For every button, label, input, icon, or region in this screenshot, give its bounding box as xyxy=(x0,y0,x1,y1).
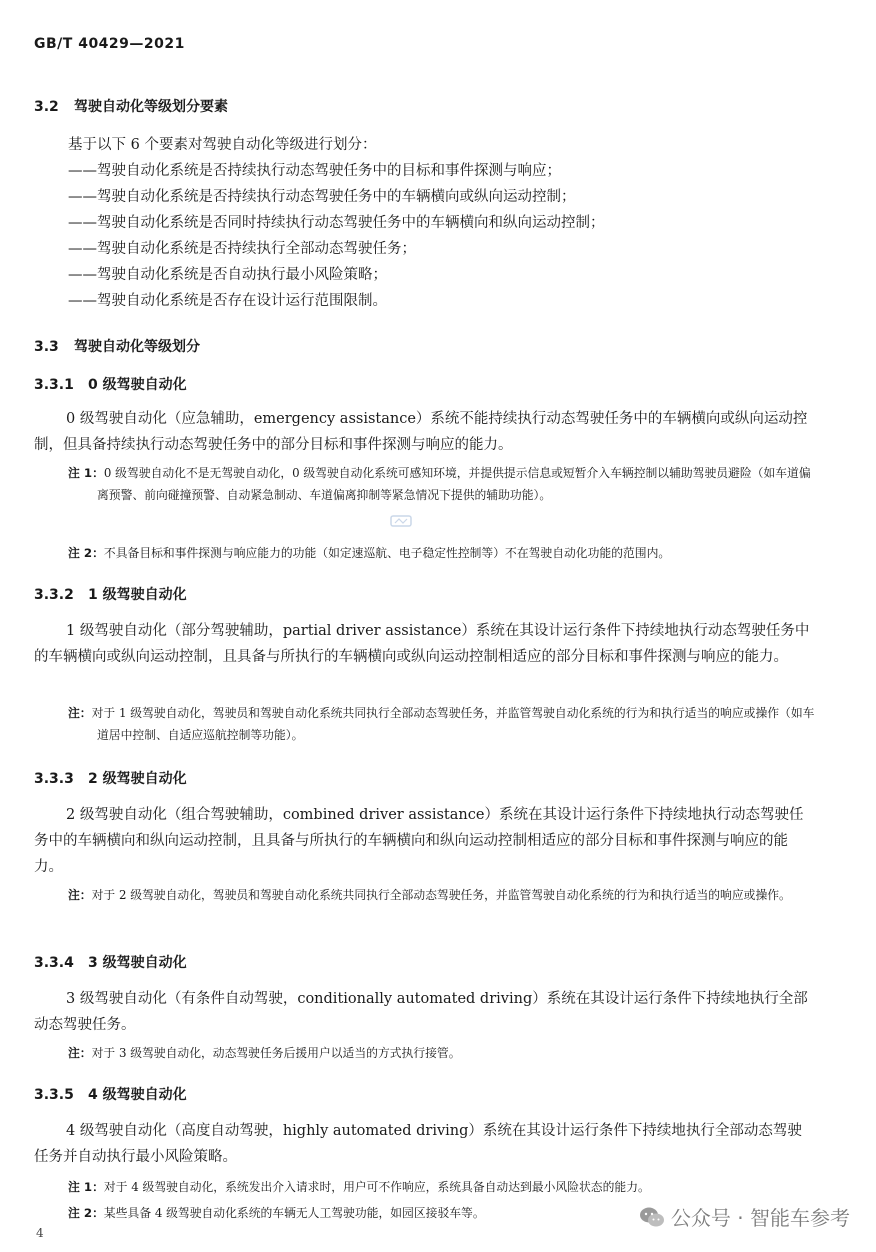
section-3-3-5-heading xyxy=(34,1084,187,1104)
section-3-3-heading xyxy=(34,336,200,356)
note-text: 对于 2 级驾驶自动化，驾驶员和驾驶自动化系统共同执行全部动态驾驶任务，并监管驾驶自动化系统的行为和执行适当的响应或操作。 xyxy=(91,888,791,902)
section-3-3-1-body: 0 级驾驶自动化（应急辅助，emergency assistance）系统不能持续执行动态驾驶任务中的车辆横向或纵向运动控制，但具备持续执行动态驾驶任务中的部分目标和事件探测与响应的能力。 xyxy=(34,411,808,453)
list-item: ——驾驶自动化系统是否同时持续执行动态驾驶任务中的车辆横向和纵向运动控制； xyxy=(68,215,605,231)
section-number: 3.3.1 xyxy=(34,377,74,393)
note-text: 对于 1 级驾驶自动化，驾驶员和驾驶自动化系统共同执行全部动态驾驶任务，并监管驾驶自动化系统的行为和执行适当的响应或操作（如车道居中控制、自适应巡航控制等功能）。 xyxy=(91,706,815,742)
section-3-3-3-body: 2 级驾驶自动化（组合驾驶辅助，combined driver assistance）系统在其设计运行条件下持续地执行动态驾驶任务中的车辆横向和纵向运动控制，且具备与所执行的车辆横向和纵向运动控制相适应的部分目标和事件探测与响应的能力。 xyxy=(34,807,804,875)
section-3-3-4-body: 3 级驾驶自动化（有条件自动驾驶，conditionally automated driving）系统在其设计运行条件下持续地执行全部动态驾驶任务。 xyxy=(34,991,808,1033)
note-tag: 注： xyxy=(68,1046,92,1060)
section-number: 3.3.5 xyxy=(34,1087,74,1103)
section-title: 2 级驾驶自动化 xyxy=(88,771,187,787)
section-number: 3.3.2 xyxy=(34,587,74,603)
section-title: 驾驶自动化等级划分要素 xyxy=(74,99,228,115)
note-text: 0 级驾驶自动化不是无驾驶自动化，0 级驾驶自动化系统可感知环境，并提供提示信息或短暂介入车辆控制以辅助驾驶员避险（如车道偏离预警、前向碰撞预警、自动紧急制动、车道偏离抑制等紧急情况下提供的辅助功能）。 xyxy=(97,466,811,502)
wechat-icon xyxy=(639,1206,665,1228)
section-3-3-5-body: 4 级驾驶自动化（高度自动驾驶，highly automated driving）系统在其设计运行条件下持续地执行全部动态驾驶任务并自动执行最小风险策略。 xyxy=(34,1123,802,1165)
section-3-3-5-note-1 xyxy=(68,1176,816,1198)
section-title: 驾驶自动化等级划分 xyxy=(74,339,200,355)
list-item: ——驾驶自动化系统是否持续执行动态驾驶任务中的目标和事件探测与响应； xyxy=(68,163,561,179)
section-number: 3.2 xyxy=(34,99,59,115)
section-3-3-1-heading xyxy=(34,374,187,394)
note-tag: 注 2： xyxy=(68,1206,104,1220)
section-title: 1 级驾驶自动化 xyxy=(88,587,187,603)
watermark-text: 公众号 · 智能车参考 xyxy=(670,1206,850,1230)
section-3-3-2-body: 1 级驾驶自动化（部分驾驶辅助，partial driver assistance）系统在其设计运行条件下持续地执行动态驾驶任务中的车辆横向或纵向运动控制，且具备与所执行的车辆横向或纵向运动控制相适应的部分目标和事件探测与响应的能力。 xyxy=(34,623,810,665)
section-title: 3 级驾驶自动化 xyxy=(88,955,187,971)
section-3-3-2-note xyxy=(68,702,816,746)
note-text: 对于 4 级驾驶自动化，系统发出介入请求时，用户可不作响应，系统具备自动达到最小风险状态的能力。 xyxy=(103,1180,650,1194)
note-text: 对于 3 级驾驶自动化，动态驾驶任务后援用户以适当的方式执行接管。 xyxy=(91,1046,461,1060)
section-3-3-4-note xyxy=(68,1042,816,1064)
section-3-3-1-note-2 xyxy=(68,542,816,564)
note-tag: 注 1： xyxy=(68,1180,104,1194)
section-3-3-4-heading xyxy=(34,952,187,972)
note-text: 某些具备 4 级驾驶自动化系统的车辆无人工驾驶功能，如园区接驳车等。 xyxy=(103,1206,485,1220)
note-tag: 注： xyxy=(68,888,92,902)
section-3-2-intro: 基于以下 6 个要素对驾驶自动化等级进行划分： xyxy=(68,137,377,153)
section-number: 3.3.3 xyxy=(34,771,74,787)
page-number: 4 xyxy=(36,1226,44,1240)
section-3-3-1-note-1 xyxy=(68,462,816,506)
note-tag: 注 1： xyxy=(68,466,104,480)
section-3-3-5-note-2 xyxy=(68,1202,566,1224)
section-number: 3.3 xyxy=(34,339,59,355)
section-3-3-2-heading xyxy=(34,584,187,604)
section-3-3-3-heading xyxy=(34,768,187,788)
section-title: 0 级驾驶自动化 xyxy=(88,377,187,393)
watermark xyxy=(639,1202,850,1231)
list-item: ——驾驶自动化系统是否存在设计运行范围限制。 xyxy=(68,293,387,309)
faint-logo-icon xyxy=(390,514,412,528)
note-text: 不具备目标和事件探测与响应能力的功能（如定速巡航、电子稳定性控制等）不在驾驶自动化功能的范围内。 xyxy=(103,546,671,560)
list-item: ——驾驶自动化系统是否持续执行全部动态驾驶任务； xyxy=(68,241,416,257)
section-number: 3.3.4 xyxy=(34,955,74,971)
list-item: ——驾驶自动化系统是否持续执行动态驾驶任务中的车辆横向或纵向运动控制； xyxy=(68,189,576,205)
section-title: 4 级驾驶自动化 xyxy=(88,1087,187,1103)
section-3-3-3-note xyxy=(68,884,816,906)
standard-code: GB/T 40429—2021 xyxy=(34,36,185,52)
section-3-2-heading xyxy=(34,96,228,116)
note-tag: 注 2： xyxy=(68,546,104,560)
note-tag: 注： xyxy=(68,706,92,720)
list-item: ——驾驶自动化系统是否自动执行最小风险策略； xyxy=(68,267,387,283)
